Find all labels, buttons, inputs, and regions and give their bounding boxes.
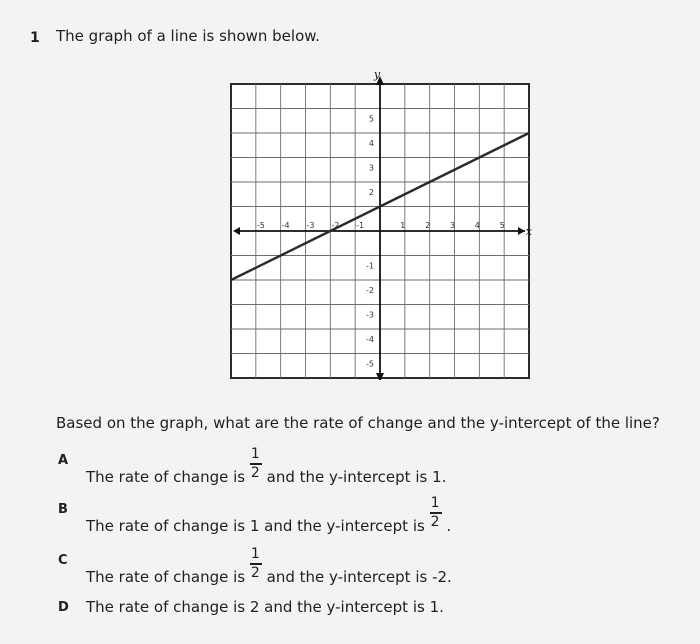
- x-tick-label: -5: [256, 221, 265, 230]
- y-tick-label: 4: [368, 139, 374, 148]
- x-tick-label: 3: [449, 221, 456, 230]
- fraction-denominator: 2: [250, 465, 260, 481]
- y-tick-label: -1: [366, 261, 374, 271]
- question-stem: Based on the graph, what are the rate of change and the y-intercept of the line?: [56, 414, 660, 432]
- x-tick-label: 4: [474, 221, 480, 230]
- x-tick-label: -4: [281, 221, 290, 230]
- fraction-numerator: 1: [430, 495, 440, 511]
- fraction-denominator: 2: [430, 514, 440, 530]
- x-tick-label: 1: [400, 221, 406, 230]
- choice-c-letter[interactable]: C: [58, 553, 68, 568]
- x-tick-label: -3: [306, 221, 315, 230]
- graph-svg: [228, 70, 534, 380]
- choice-b-text[interactable]: [86, 495, 452, 535]
- y-tick-label: 2: [368, 188, 374, 197]
- fraction-numerator: 1: [250, 546, 260, 562]
- y-tick-label: -5: [366, 359, 374, 369]
- x-tick-label: 5: [499, 221, 505, 230]
- choice-c-middle: and the y-intercept is -2.: [266, 568, 452, 586]
- question-number: 1: [30, 30, 40, 46]
- choice-b-prefix: The rate of change is 1 and the y-intercept is: [86, 517, 425, 535]
- choice-a-text[interactable]: [86, 446, 447, 486]
- y-tick-label: -4: [366, 335, 374, 344]
- choice-b-suffix: .: [446, 517, 452, 535]
- choice-b-fraction: [430, 495, 442, 531]
- coordinate-graph: [228, 70, 534, 380]
- choice-a-prefix: The rate of change is: [86, 468, 246, 486]
- y-axis-label: y: [373, 70, 381, 81]
- y-tick-label: 5: [368, 114, 374, 124]
- choice-d-text[interactable]: The rate of change is 2 and the y-intercept is 1.: [86, 598, 444, 616]
- question-text: The graph of a line is shown below.: [56, 27, 320, 45]
- choice-d-letter[interactable]: D: [58, 600, 69, 615]
- fraction-numerator: 1: [250, 446, 260, 462]
- fraction-denominator: 2: [250, 565, 260, 581]
- choice-b-letter[interactable]: B: [58, 502, 68, 517]
- choice-c-text[interactable]: [86, 546, 452, 586]
- choice-a-letter[interactable]: A: [58, 453, 69, 468]
- y-tick-label: 3: [368, 163, 374, 173]
- choice-c-fraction: [250, 546, 262, 582]
- choice-c-prefix: The rate of change is: [86, 568, 246, 586]
- y-tick-label: -3: [366, 310, 374, 320]
- y-tick-label: -2: [366, 286, 374, 295]
- x-tick-label: 2: [425, 221, 431, 230]
- x-tick-label: -1: [356, 221, 365, 230]
- x-tick-label: -2: [331, 221, 340, 230]
- choice-a-middle: and the y-intercept is 1.: [266, 468, 447, 486]
- choice-a-fraction: [250, 446, 262, 482]
- x-axis-label: x: [525, 225, 532, 238]
